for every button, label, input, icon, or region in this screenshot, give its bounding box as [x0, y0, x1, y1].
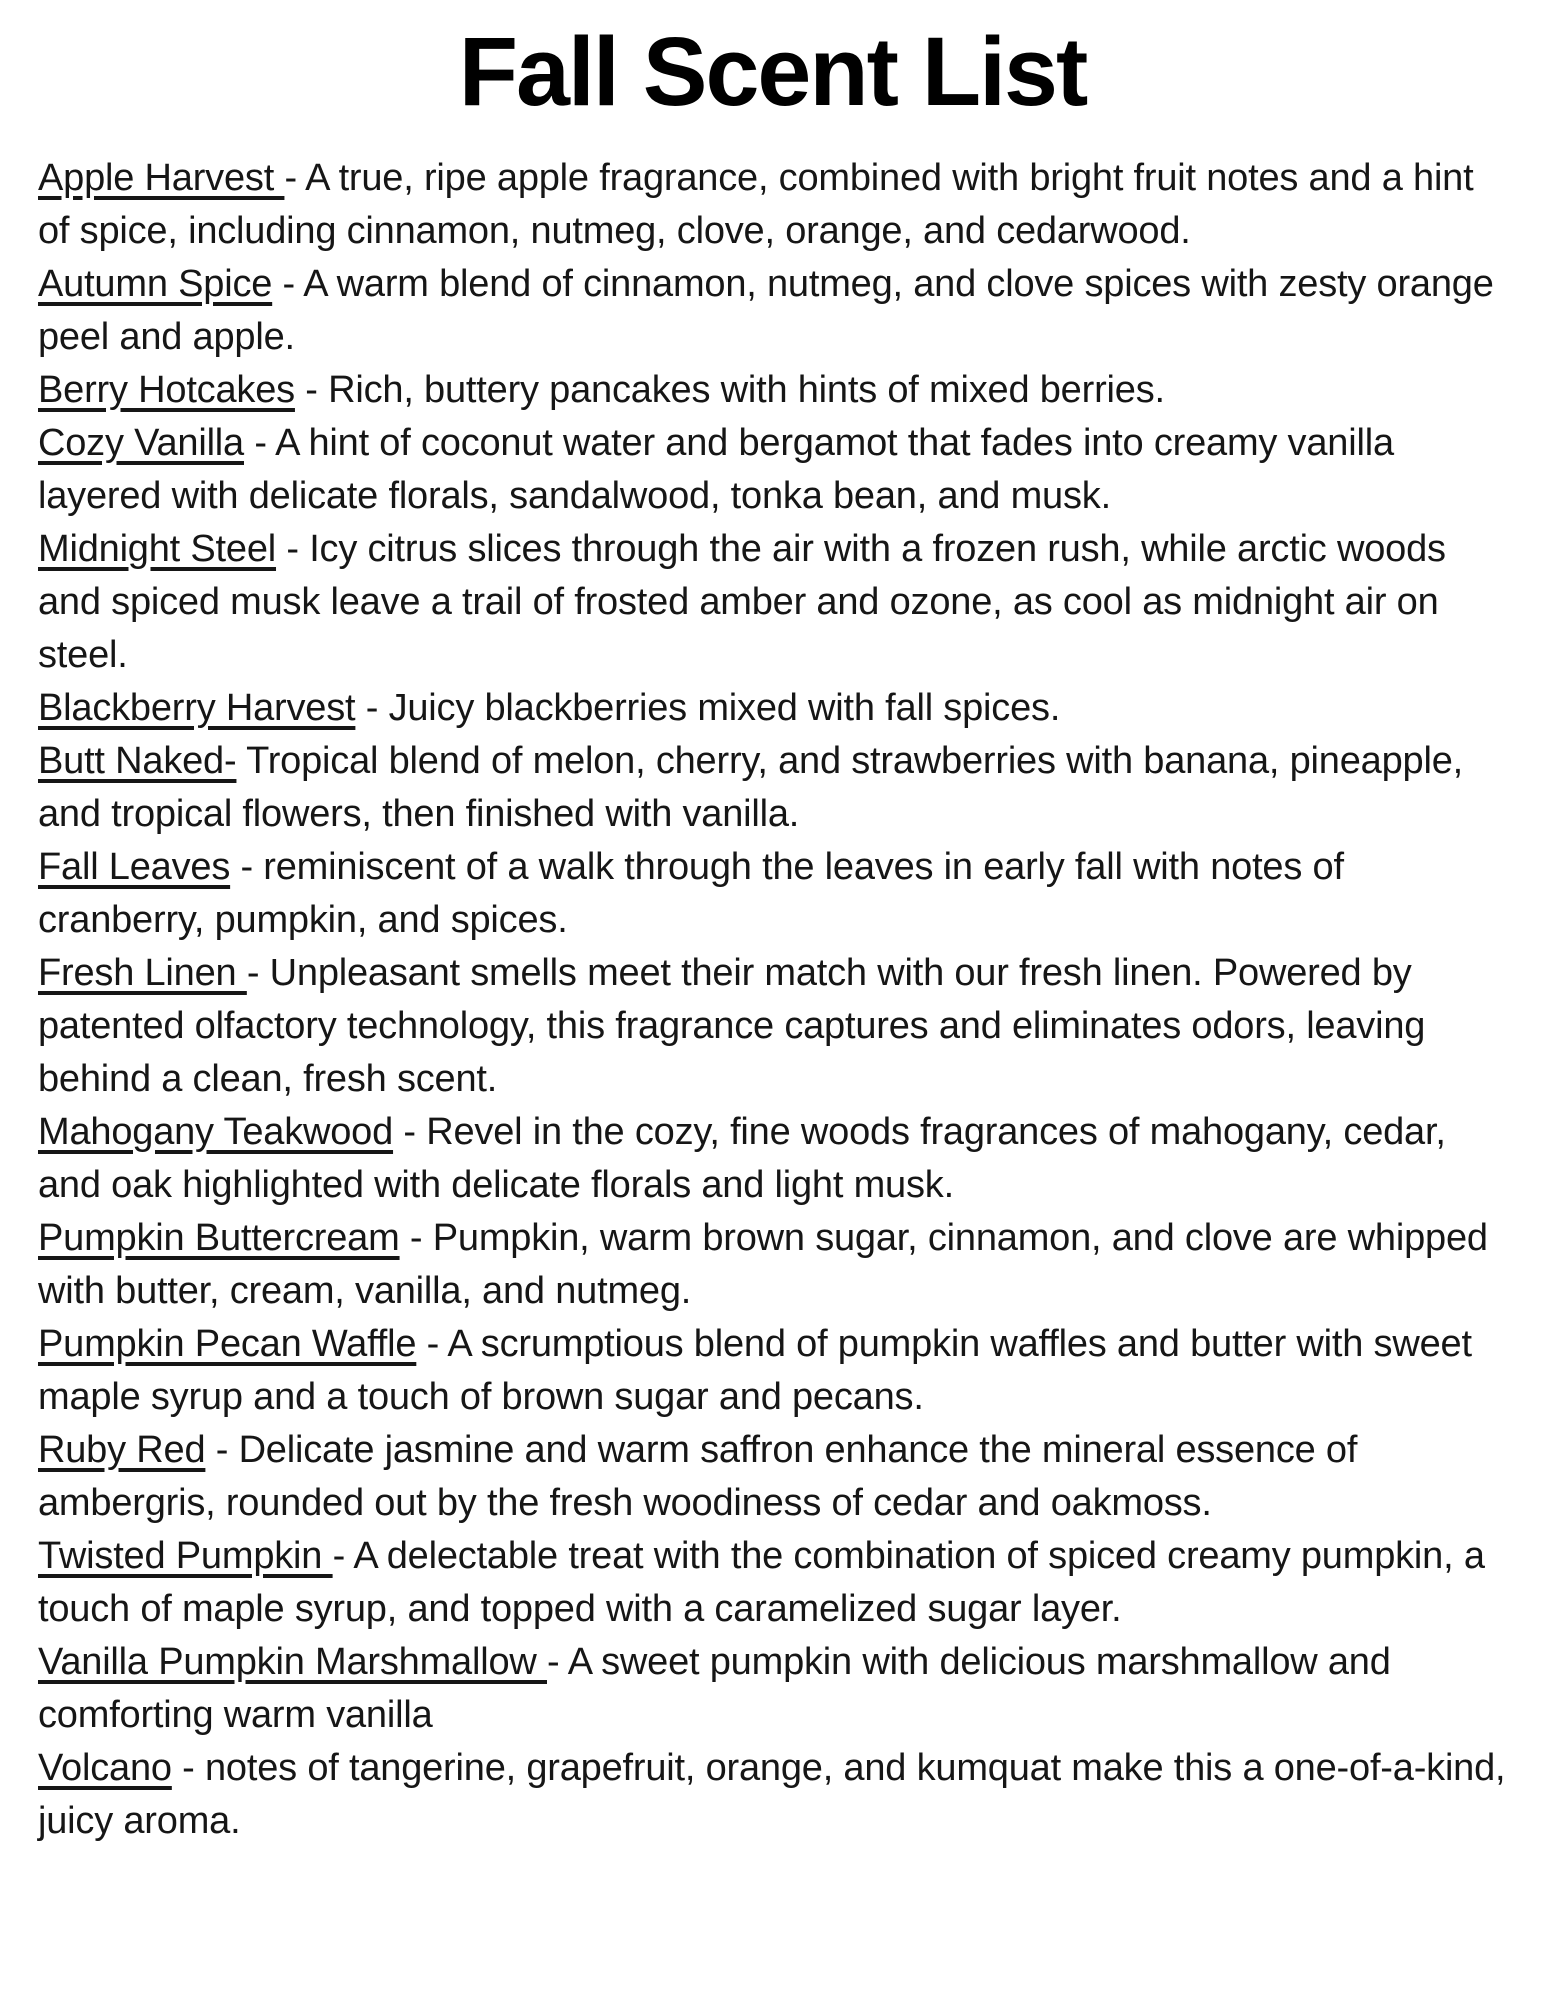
scent-entry	[38, 682, 1507, 735]
scent-entry	[38, 735, 1507, 841]
scent-entry	[38, 152, 1507, 258]
scent-name: Apple Harvest	[38, 156, 285, 199]
scent-entry	[38, 258, 1507, 364]
scent-entry	[38, 1318, 1507, 1424]
scent-separator: -	[246, 951, 270, 994]
scent-description: Delicate jasmine and warm saffron enhance the mineral essence of ambergris, rounded out by the fresh woodiness of cedar and oakmoss.	[38, 1428, 1368, 1524]
scent-entry	[38, 523, 1507, 682]
scent-description: Unpleasant smells meet their match with our fresh linen. Powered by patented olfactory technology, this fragrance captures and eliminates odors, leaving behind a clean, fresh scent.	[38, 951, 1436, 1100]
scent-separator: -	[284, 156, 306, 199]
scent-name: Pumpkin Buttercream	[38, 1216, 400, 1259]
scent-separator: -	[416, 1322, 448, 1365]
scent-name: Blackberry Harvest	[38, 686, 356, 729]
scent-list	[38, 152, 1516, 1848]
scent-separator: -	[171, 1746, 205, 1789]
scent-separator: -	[244, 421, 276, 464]
scent-description: Rich, buttery pancakes with hints of mixed berries.	[328, 368, 1165, 411]
scent-separator: -	[205, 1428, 239, 1471]
scent-description: A scrumptious blend of pumpkin waffles and butter with sweet maple syrup and a touch of brown sugar and pecans.	[38, 1322, 1483, 1418]
scent-entry	[38, 1106, 1507, 1212]
scent-name: Pumpkin Pecan Waffle	[38, 1322, 417, 1365]
scent-entry	[38, 1424, 1507, 1530]
scent-name: Volcano	[38, 1746, 172, 1789]
scent-name: Berry Hotcakes	[38, 368, 295, 411]
scent-name: Autumn Spice	[38, 262, 273, 305]
scent-description: Icy citrus slices through the air with a frozen rush, while arctic woods and spiced musk leave a trail of frosted amber and ozone, as cool as midnight air on steel.	[38, 527, 1457, 676]
scent-separator: -	[276, 527, 310, 570]
scent-separator: -	[393, 1110, 427, 1153]
scent-description: A sweet pumpkin with delicious marshmallow and comforting warm vanilla	[38, 1640, 1402, 1736]
scent-entry	[38, 947, 1507, 1106]
scent-entry	[38, 1636, 1507, 1742]
scent-entry	[38, 1212, 1507, 1318]
scent-entry	[38, 417, 1507, 523]
scent-name: Fall Leaves	[38, 845, 231, 888]
scent-entry	[38, 364, 1507, 417]
scent-description: Revel in the cozy, fine woods fragrances of mahogany, cedar, and oak highlighted with delicate florals and light musk.	[38, 1110, 1457, 1206]
scent-separator: -	[332, 1534, 354, 1577]
scent-name: Vanilla Pumpkin Marshmallow	[38, 1640, 547, 1683]
scent-description: Juicy blackberries mixed with fall spices.	[388, 686, 1061, 729]
scent-entry	[38, 1530, 1507, 1636]
scent-entry	[38, 1742, 1516, 1848]
scent-name: Midnight Steel	[38, 527, 277, 570]
scent-entry	[38, 841, 1507, 947]
scent-description: notes of tangerine, grapefruit, orange, and kumquat make this a one-of-a-kind, juicy aroma.	[38, 1746, 1516, 1842]
scent-description: A delectable treat with the combination of spiced creamy pumpkin, a touch of maple syrup, and topped with a caramelized sugar layer.	[38, 1534, 1496, 1630]
page-title: Fall Scent List	[458, 17, 1087, 126]
scent-name: Twisted Pumpkin	[38, 1534, 333, 1577]
scent-description: reminiscent of a walk through the leaves in early fall with notes of cranberry, pumpkin, and spices.	[38, 845, 1355, 941]
scent-name: Butt Naked-	[38, 739, 237, 782]
scent-name: Cozy Vanilla	[38, 421, 244, 464]
scent-separator: -	[355, 686, 389, 729]
scent-description: A warm blend of cinnamon, nutmeg, and clove spices with zesty orange peel and apple.	[38, 262, 1505, 358]
scent-description: A true, ripe apple fragrance, combined with bright fruit notes and a hint of spice, including cinnamon, nutmeg, clove, orange, and cedarwood.	[38, 156, 1484, 252]
scent-separator: -	[230, 845, 264, 888]
scent-description: Tropical blend of melon, cherry, and strawberries with banana, pineapple, and tropical flowers, then finished with vanilla.	[38, 739, 1474, 835]
scent-description: A hint of coconut water and bergamot that fades into creamy vanilla layered with delicate florals, sandalwood, tonka bean, and musk.	[38, 421, 1405, 517]
scent-description: Pumpkin, warm brown sugar, cinnamon, and clove are whipped with butter, cream, vanilla, and nutmeg.	[38, 1216, 1499, 1312]
scent-name: Ruby Red	[38, 1428, 206, 1471]
scent-name: Mahogany Teakwood	[38, 1110, 394, 1153]
scent-separator: -	[272, 262, 304, 305]
scent-name: Fresh Linen	[38, 951, 247, 994]
scent-separator: -	[547, 1640, 568, 1683]
scent-separator: -	[294, 368, 329, 411]
scent-separator: -	[399, 1216, 433, 1259]
scent-separator	[236, 740, 246, 782]
